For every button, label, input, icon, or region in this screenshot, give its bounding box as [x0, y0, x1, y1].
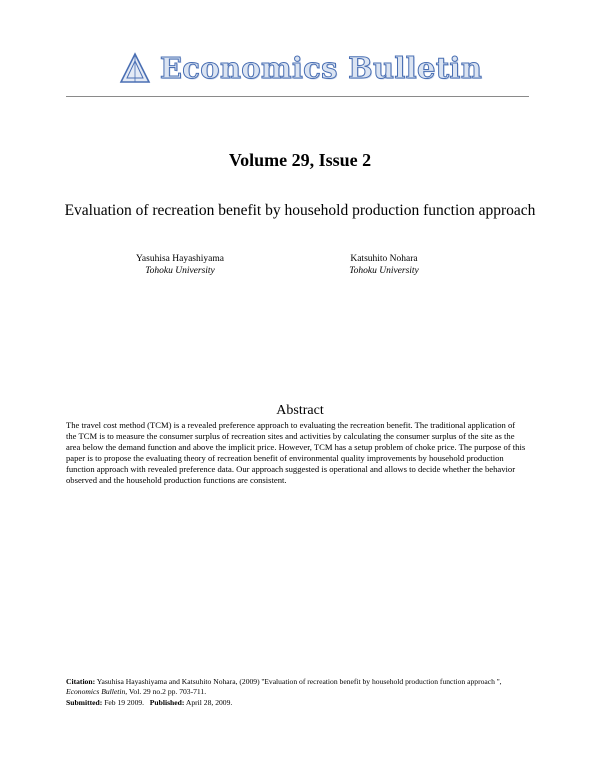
author-name: Katsuhito Nohara	[350, 254, 418, 264]
header-divider	[66, 96, 529, 97]
citation-journal: Economics Bulletin	[66, 687, 126, 697]
journal-logo	[118, 51, 482, 85]
citation-text: Yasuhisa Hayashiyama and Katsuhito Nohara, (2009) ''Evaluation of recreation benefit by household production function approach '',	[96, 677, 502, 686]
abstract-body: The travel cost method (TCM) is a revealed preference approach to evaluating the recreation benefit. The traditional application of the TCM is to measure the consumer surplus of recreation sites and activities by calculating the consumer surplus of the site as the area below the demand function and above the implicit price. However, TCM has a setup problem of choke price. The purpose of this paper is to propose the evaluating theory of recreation benefit of environmental quality improvements by household production function approach with revealed preference data. Our approach suggested is operational and allows to decide whether the behavior observed and the household production functions are consistent.	[66, 420, 526, 485]
author-affiliation: Tohoku University	[349, 266, 419, 276]
citation-block	[66, 677, 536, 708]
abstract-heading: Abstract	[276, 403, 324, 418]
author-block	[80, 253, 280, 277]
author-affiliation: Tohoku University	[145, 266, 215, 276]
volume-issue: Volume 29, Issue 2	[228, 150, 372, 170]
paper-title: Evaluation of recreation benefit by household production function approach	[64, 202, 536, 219]
citation-label: Citation:	[66, 677, 96, 686]
citation-volume: , Vol. 29 no.2 pp. 703-711.	[125, 687, 207, 697]
triangle-logo-icon	[118, 51, 152, 85]
published-date: April 28, 2009.	[185, 697, 233, 707]
submitted-date: Feb 19 2009.	[104, 697, 145, 707]
published-label: Published:	[149, 697, 185, 707]
submitted-label: Submitted:	[66, 697, 103, 707]
author-name: Yasuhisa Hayashiyama	[136, 254, 224, 264]
author-block	[284, 253, 484, 277]
journal-name: Economics Bulletin	[159, 51, 483, 85]
masthead	[0, 46, 600, 90]
